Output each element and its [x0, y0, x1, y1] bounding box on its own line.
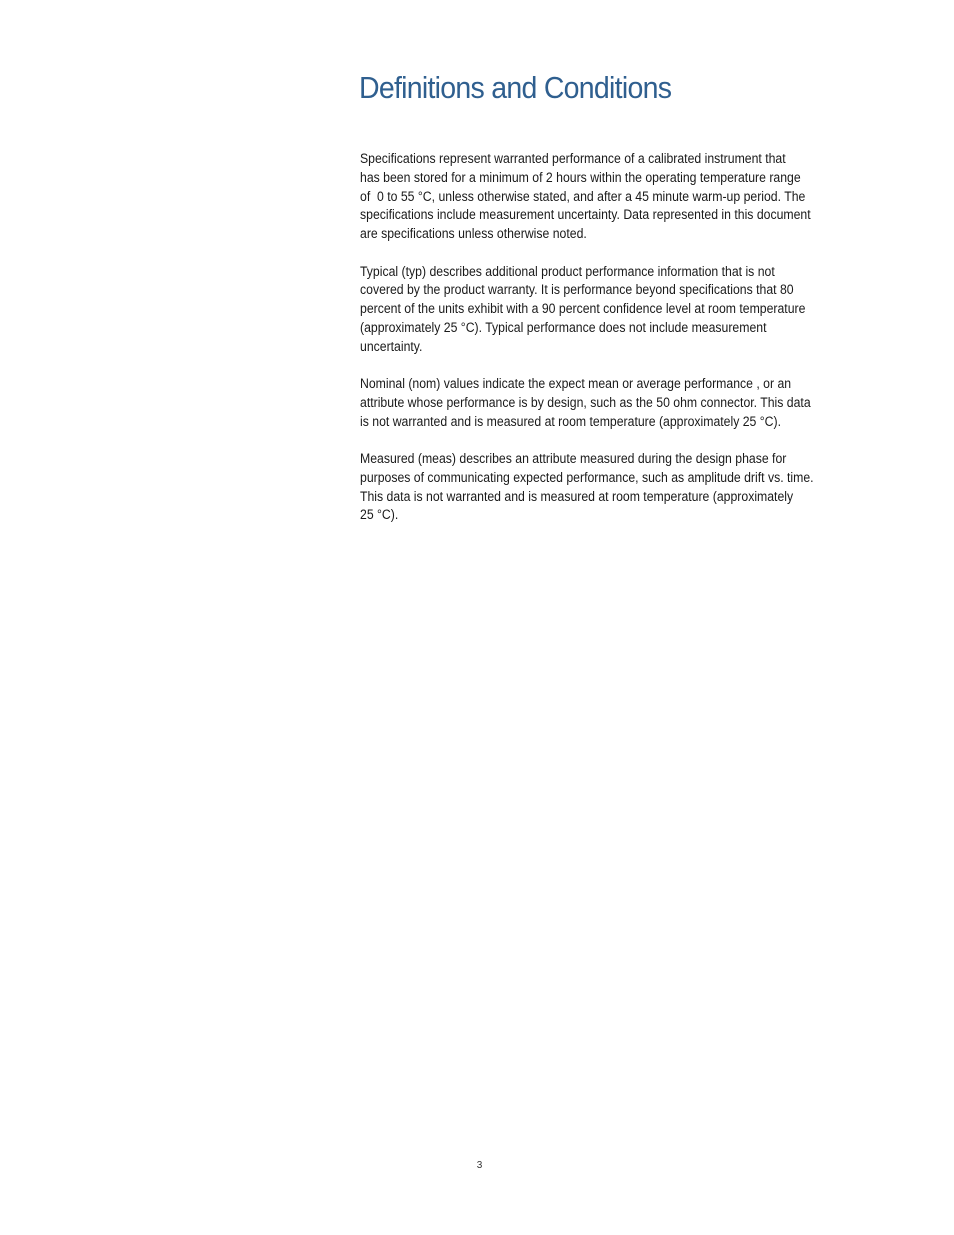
text-line: (approximately 25 °C). Typical performance does not include measurement	[360, 319, 767, 335]
text-line: of 0 to 55 °C, unless otherwise stated, and after a 45 minute warm-up period. The	[360, 188, 806, 204]
text-line: uncertainty.	[360, 338, 423, 354]
paragraph-specifications	[360, 150, 845, 244]
text-line: Typical (typ) describes additional product performance information that is not	[360, 263, 775, 279]
text-line: purposes of communicating expected performance, such as amplitude drift vs. time.	[360, 469, 814, 485]
paragraph-nominal	[360, 375, 845, 431]
paragraph-measured	[360, 450, 845, 525]
paragraph-typical	[360, 263, 845, 357]
text-line: attribute whose performance is by design, such as the 50 ohm connector. This data	[360, 394, 811, 410]
text-line: Nominal (nom) values indicate the expect mean or average performance , or an	[360, 376, 792, 391]
text-line: covered by the product warranty. It is performance beyond specifications that 80	[360, 282, 794, 298]
text-line: specifications include measurement uncertainty. Data represented in this document	[360, 207, 811, 223]
page-number: 3	[476, 1160, 483, 1171]
text-line: This data is not warranted and is measured at room temperature (approximately	[360, 488, 794, 504]
text-line: Specifications represent warranted performance of a calibrated instrument that	[360, 151, 786, 166]
text-line: has been stored for a minimum of 2 hours within the operating temperature range	[360, 169, 801, 185]
text-line: is not warranted and is measured at room temperature (approximately 25 °C).	[360, 413, 782, 429]
page-title: Definitions and Conditions	[359, 70, 672, 105]
text-line: 25 °C).	[360, 507, 399, 523]
text-line: are specifications unless otherwise noted.	[360, 226, 587, 241]
body-text	[360, 150, 845, 544]
text-line: Measured (meas) describes an attribute measured during the design phase for	[360, 451, 787, 466]
text-line: percent of the units exhibit with a 90 percent confidence level at room temperature	[360, 301, 806, 316]
